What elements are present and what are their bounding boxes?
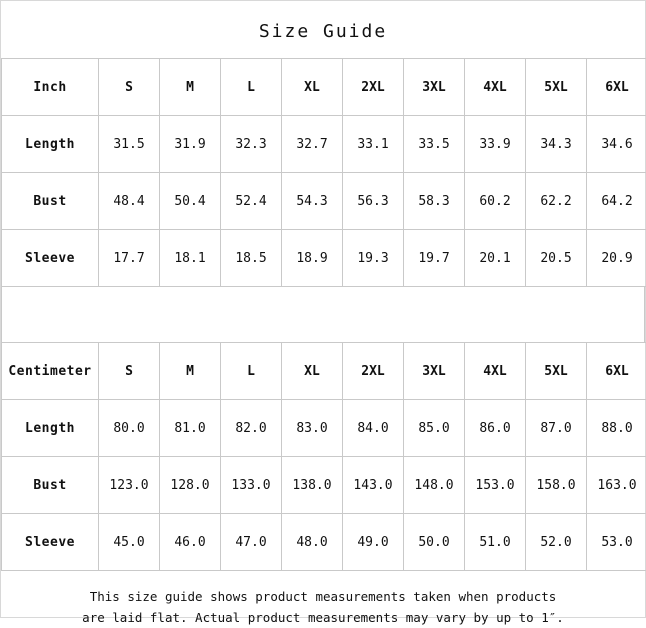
cell-value: 153.0 — [465, 457, 526, 514]
cell-value: 33.1 — [343, 116, 404, 173]
cell-value: 53.0 — [587, 514, 646, 571]
cell-value: 64.2 — [587, 173, 646, 230]
cell-value: 48.4 — [99, 173, 160, 230]
cell-value: 17.7 — [99, 230, 160, 287]
column-header-l: L — [221, 59, 282, 116]
column-header-6xl: 6XL — [587, 59, 646, 116]
table-header-row — [2, 59, 646, 116]
cell-value: 18.1 — [160, 230, 221, 287]
cell-value: 20.1 — [465, 230, 526, 287]
cell-value: 34.6 — [587, 116, 646, 173]
table-row — [2, 173, 646, 230]
column-header-xl: XL — [282, 343, 343, 400]
cell-value: 86.0 — [465, 400, 526, 457]
table-row — [2, 400, 646, 457]
column-header-5xl: 5XL — [526, 59, 587, 116]
column-header-xl: XL — [282, 59, 343, 116]
cell-value: 54.3 — [282, 173, 343, 230]
inch-size-table — [1, 58, 646, 287]
cell-value: 47.0 — [221, 514, 282, 571]
column-header-l: L — [221, 343, 282, 400]
cell-value: 49.0 — [343, 514, 404, 571]
cell-value: 56.3 — [343, 173, 404, 230]
unit-label-inch: Inch — [2, 59, 99, 116]
unit-label-centimeter: Centimeter — [2, 343, 99, 400]
cell-value: 60.2 — [465, 173, 526, 230]
cell-value: 31.5 — [99, 116, 160, 173]
cell-value: 80.0 — [99, 400, 160, 457]
cell-value: 33.5 — [404, 116, 465, 173]
column-header-3xl: 3XL — [404, 59, 465, 116]
table-row — [2, 116, 646, 173]
cell-value: 48.0 — [282, 514, 343, 571]
table-row — [2, 457, 646, 514]
row-label-length: Length — [2, 116, 99, 173]
footnote-line-1: This size guide shows product measurements taken when products — [21, 587, 625, 608]
cell-value: 62.2 — [526, 173, 587, 230]
cell-value: 88.0 — [587, 400, 646, 457]
cell-value: 31.9 — [160, 116, 221, 173]
cell-value: 83.0 — [282, 400, 343, 457]
cell-value: 81.0 — [160, 400, 221, 457]
cell-value: 34.3 — [526, 116, 587, 173]
column-header-s: S — [99, 343, 160, 400]
row-label-bust: Bust — [2, 457, 99, 514]
row-label-sleeve: Sleeve — [2, 230, 99, 287]
cell-value: 32.3 — [221, 116, 282, 173]
cell-value: 50.0 — [404, 514, 465, 571]
cell-value: 85.0 — [404, 400, 465, 457]
cell-value: 148.0 — [404, 457, 465, 514]
cell-value: 19.7 — [404, 230, 465, 287]
cell-value: 20.9 — [587, 230, 646, 287]
row-label-sleeve: Sleeve — [2, 514, 99, 571]
footnote-line-2: are laid flat. Actual product measurements may vary by up to 1″. — [21, 608, 625, 628]
cell-value: 58.3 — [404, 173, 465, 230]
cell-value: 133.0 — [221, 457, 282, 514]
cell-value: 32.7 — [282, 116, 343, 173]
cell-value: 163.0 — [587, 457, 646, 514]
cell-value: 138.0 — [282, 457, 343, 514]
table-separator — [1, 287, 645, 342]
column-header-5xl: 5XL — [526, 343, 587, 400]
row-label-bust: Bust — [2, 173, 99, 230]
column-header-3xl: 3XL — [404, 343, 465, 400]
cell-value: 82.0 — [221, 400, 282, 457]
cell-value: 52.4 — [221, 173, 282, 230]
cell-value: 84.0 — [343, 400, 404, 457]
cell-value: 18.9 — [282, 230, 343, 287]
cell-value: 18.5 — [221, 230, 282, 287]
table-row — [2, 230, 646, 287]
page-title: Size Guide — [1, 1, 645, 58]
cell-value: 45.0 — [99, 514, 160, 571]
cell-value: 128.0 — [160, 457, 221, 514]
column-header-6xl: 6XL — [587, 343, 646, 400]
column-header-4xl: 4XL — [465, 59, 526, 116]
cell-value: 19.3 — [343, 230, 404, 287]
footnote — [1, 571, 645, 628]
cell-value: 52.0 — [526, 514, 587, 571]
cell-value: 87.0 — [526, 400, 587, 457]
column-header-2xl: 2XL — [343, 343, 404, 400]
cell-value: 123.0 — [99, 457, 160, 514]
row-label-length: Length — [2, 400, 99, 457]
cell-value: 20.5 — [526, 230, 587, 287]
cell-value: 51.0 — [465, 514, 526, 571]
column-header-m: M — [160, 343, 221, 400]
cell-value: 50.4 — [160, 173, 221, 230]
column-header-2xl: 2XL — [343, 59, 404, 116]
column-header-4xl: 4XL — [465, 343, 526, 400]
column-header-m: M — [160, 59, 221, 116]
cell-value: 46.0 — [160, 514, 221, 571]
table-header-row — [2, 343, 646, 400]
centimeter-size-table — [1, 342, 646, 571]
cell-value: 33.9 — [465, 116, 526, 173]
cell-value: 143.0 — [343, 457, 404, 514]
table-row — [2, 514, 646, 571]
column-header-s: S — [99, 59, 160, 116]
cell-value: 158.0 — [526, 457, 587, 514]
